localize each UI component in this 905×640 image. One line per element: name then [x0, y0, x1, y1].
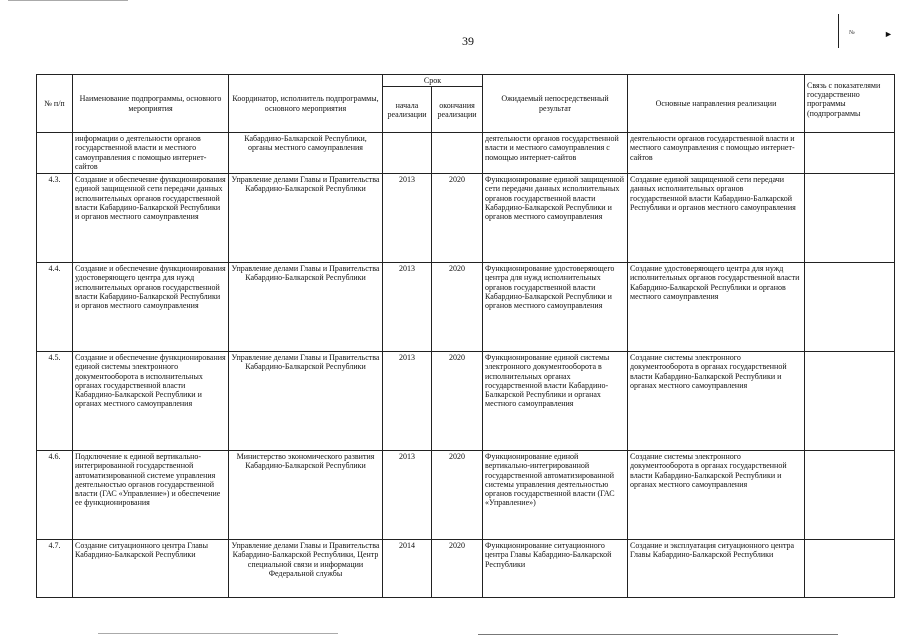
row-start: 2013: [383, 451, 432, 540]
row-coordinator: Управление делами Главы и Правительства Кабардино-Балкарской Республики: [229, 352, 383, 451]
row-name: Создание и обеспечение функционирования единой защищенной сети передачи данных исполнительных органов государственной власти Кабардино-Балкарской Республики и органов местного самоуправления: [73, 174, 229, 263]
row-result: Функционирование удостоверяющего центра для нужд исполнительных органов государственной власти Кабардино-Балкарской Республики и органов местного самоуправления: [483, 263, 628, 352]
row-start: 2013: [383, 352, 432, 451]
row-name: Создание и обеспечение функционирования единой системы электронного документооборота в исполнительных органах государственной власти Кабардино-Балкарской Республики и органах местного самоуправления: [73, 352, 229, 451]
header-link: Связь с показателями государственно программы (подпрограммы: [805, 75, 895, 133]
row-num: [37, 133, 73, 174]
row-directions: Создание системы электронного документооборота в органах государственной власти Кабардино-Балкарской Республики и органах местного самоуправления: [628, 451, 805, 540]
row-directions: деятельности органов государственной власти и местного самоуправления с помощью интернет-сайтов: [628, 133, 805, 174]
row-start: 2013: [383, 174, 432, 263]
row-num: 4.3.: [37, 174, 73, 263]
row-end: 2020: [432, 174, 483, 263]
program-activities-table: [36, 74, 895, 598]
row-name: Создание ситуационного центра Главы Кабардино-Балкарской Республики: [73, 540, 229, 598]
row-end: [432, 133, 483, 174]
page-number: 39: [462, 34, 474, 48]
row-start: [383, 133, 432, 174]
header-end: окончания реализации: [432, 87, 483, 133]
table-row: [37, 540, 895, 598]
row-name: Подключение к единой вертикально-интегрированной государственной автоматизированной системе управления деятельностью органов государственной власти (ГАС «Управление») и обеспечение ее функционирования: [73, 451, 229, 540]
row-link: [805, 174, 895, 263]
table-row: [37, 451, 895, 540]
row-coordinator: Управление делами Главы и Правительства Кабардино-Балкарской Республики: [229, 263, 383, 352]
row-end: 2020: [432, 352, 483, 451]
row-name: информации о деятельности органов государственной власти и местного самоуправления с помощью интернет-сайтов: [73, 133, 229, 174]
margin-line: [838, 14, 839, 48]
corner-arrow-icon: ►: [884, 29, 893, 39]
header-directions: Основные направления реализации: [628, 75, 805, 133]
row-start: 2014: [383, 540, 432, 598]
table-row: [37, 263, 895, 352]
corner-mark: №: [849, 30, 855, 36]
row-result: Функционирование ситуационного центра Главы Кабардино-Балкарской Республики: [483, 540, 628, 598]
row-num: 4.6.: [37, 451, 73, 540]
row-directions: Создание и эксплуатация ситуационного центра Главы Кабардино-Балкарской Республики: [628, 540, 805, 598]
scan-edge-bottom-left: [98, 633, 338, 634]
row-coordinator: Министерство экономического развития Кабардино-Балкарской Республики: [229, 451, 383, 540]
row-result: Функционирование единой защищенной сети передачи данных исполнительных органов государственной власти Кабардино-Балкарской Республики и органов местного самоуправления: [483, 174, 628, 263]
row-name: Создание и обеспечение функционирования удостоверяющего центра для нужд исполнительных органов государственной власти Кабардино-Балкарской Республики и органов местного самоуправления: [73, 263, 229, 352]
row-end: 2020: [432, 451, 483, 540]
row-coordinator: Кабардино-Балкарской Республики, органы местного самоуправления: [229, 133, 383, 174]
row-link: [805, 133, 895, 174]
row-coordinator: Управление делами Главы и Правительства Кабардино-Балкарской Республики: [229, 174, 383, 263]
header-result: Ожидаемый непосредственный результат: [483, 75, 628, 133]
row-link: [805, 540, 895, 598]
row-link: [805, 451, 895, 540]
row-link: [805, 263, 895, 352]
row-start: 2013: [383, 263, 432, 352]
header-term: Срок: [383, 75, 483, 87]
scan-edge-bottom-right: [478, 634, 838, 635]
row-directions: Создание удостоверяющего центра для нужд исполнительных органов государственной власти Кабардино-Балкарской Республики и органов местного самоуправления: [628, 263, 805, 352]
row-result: Функционирование единой вертикально-интегрированной государственной автоматизированной системы управления деятельностью органов государственной власти (ГАС «Управление»): [483, 451, 628, 540]
scan-edge-top: [8, 0, 128, 1]
row-coordinator: Управление делами Главы и Правительства Кабардино-Балкарской Республики, Центр специальной связи и информации Федеральной службы: [229, 540, 383, 598]
row-directions: Создание единой защищенной сети передачи данных исполнительных органов государственной власти Кабардино-Балкарской Республики и органов местного самоуправления: [628, 174, 805, 263]
row-num: 4.4.: [37, 263, 73, 352]
table-row: [37, 133, 895, 174]
row-num: 4.5.: [37, 352, 73, 451]
table-row: [37, 174, 895, 263]
table-row: [37, 352, 895, 451]
row-link: [805, 352, 895, 451]
row-end: 2020: [432, 263, 483, 352]
row-result: деятельности органов государственной власти и местного самоуправления с помощью интернет-сайтов: [483, 133, 628, 174]
row-num: 4.7.: [37, 540, 73, 598]
row-directions: Создание системы электронного документооборота в органах государственной власти Кабардино-Балкарской Республики и органах местного самоуправления: [628, 352, 805, 451]
header-coordinator: Координатор, исполнитель подпрограммы, основного мероприятия: [229, 75, 383, 133]
header-name: Наименование подпрограммы, основного мероприятия: [73, 75, 229, 133]
header-num: № п/п: [37, 75, 73, 133]
row-result: Функционирование единой системы электронного документооборота в исполнительных органах государственной власти Кабардино-Балкарской Республики и органах местного самоуправления: [483, 352, 628, 451]
header-start: начала реализации: [383, 87, 432, 133]
row-end: 2020: [432, 540, 483, 598]
